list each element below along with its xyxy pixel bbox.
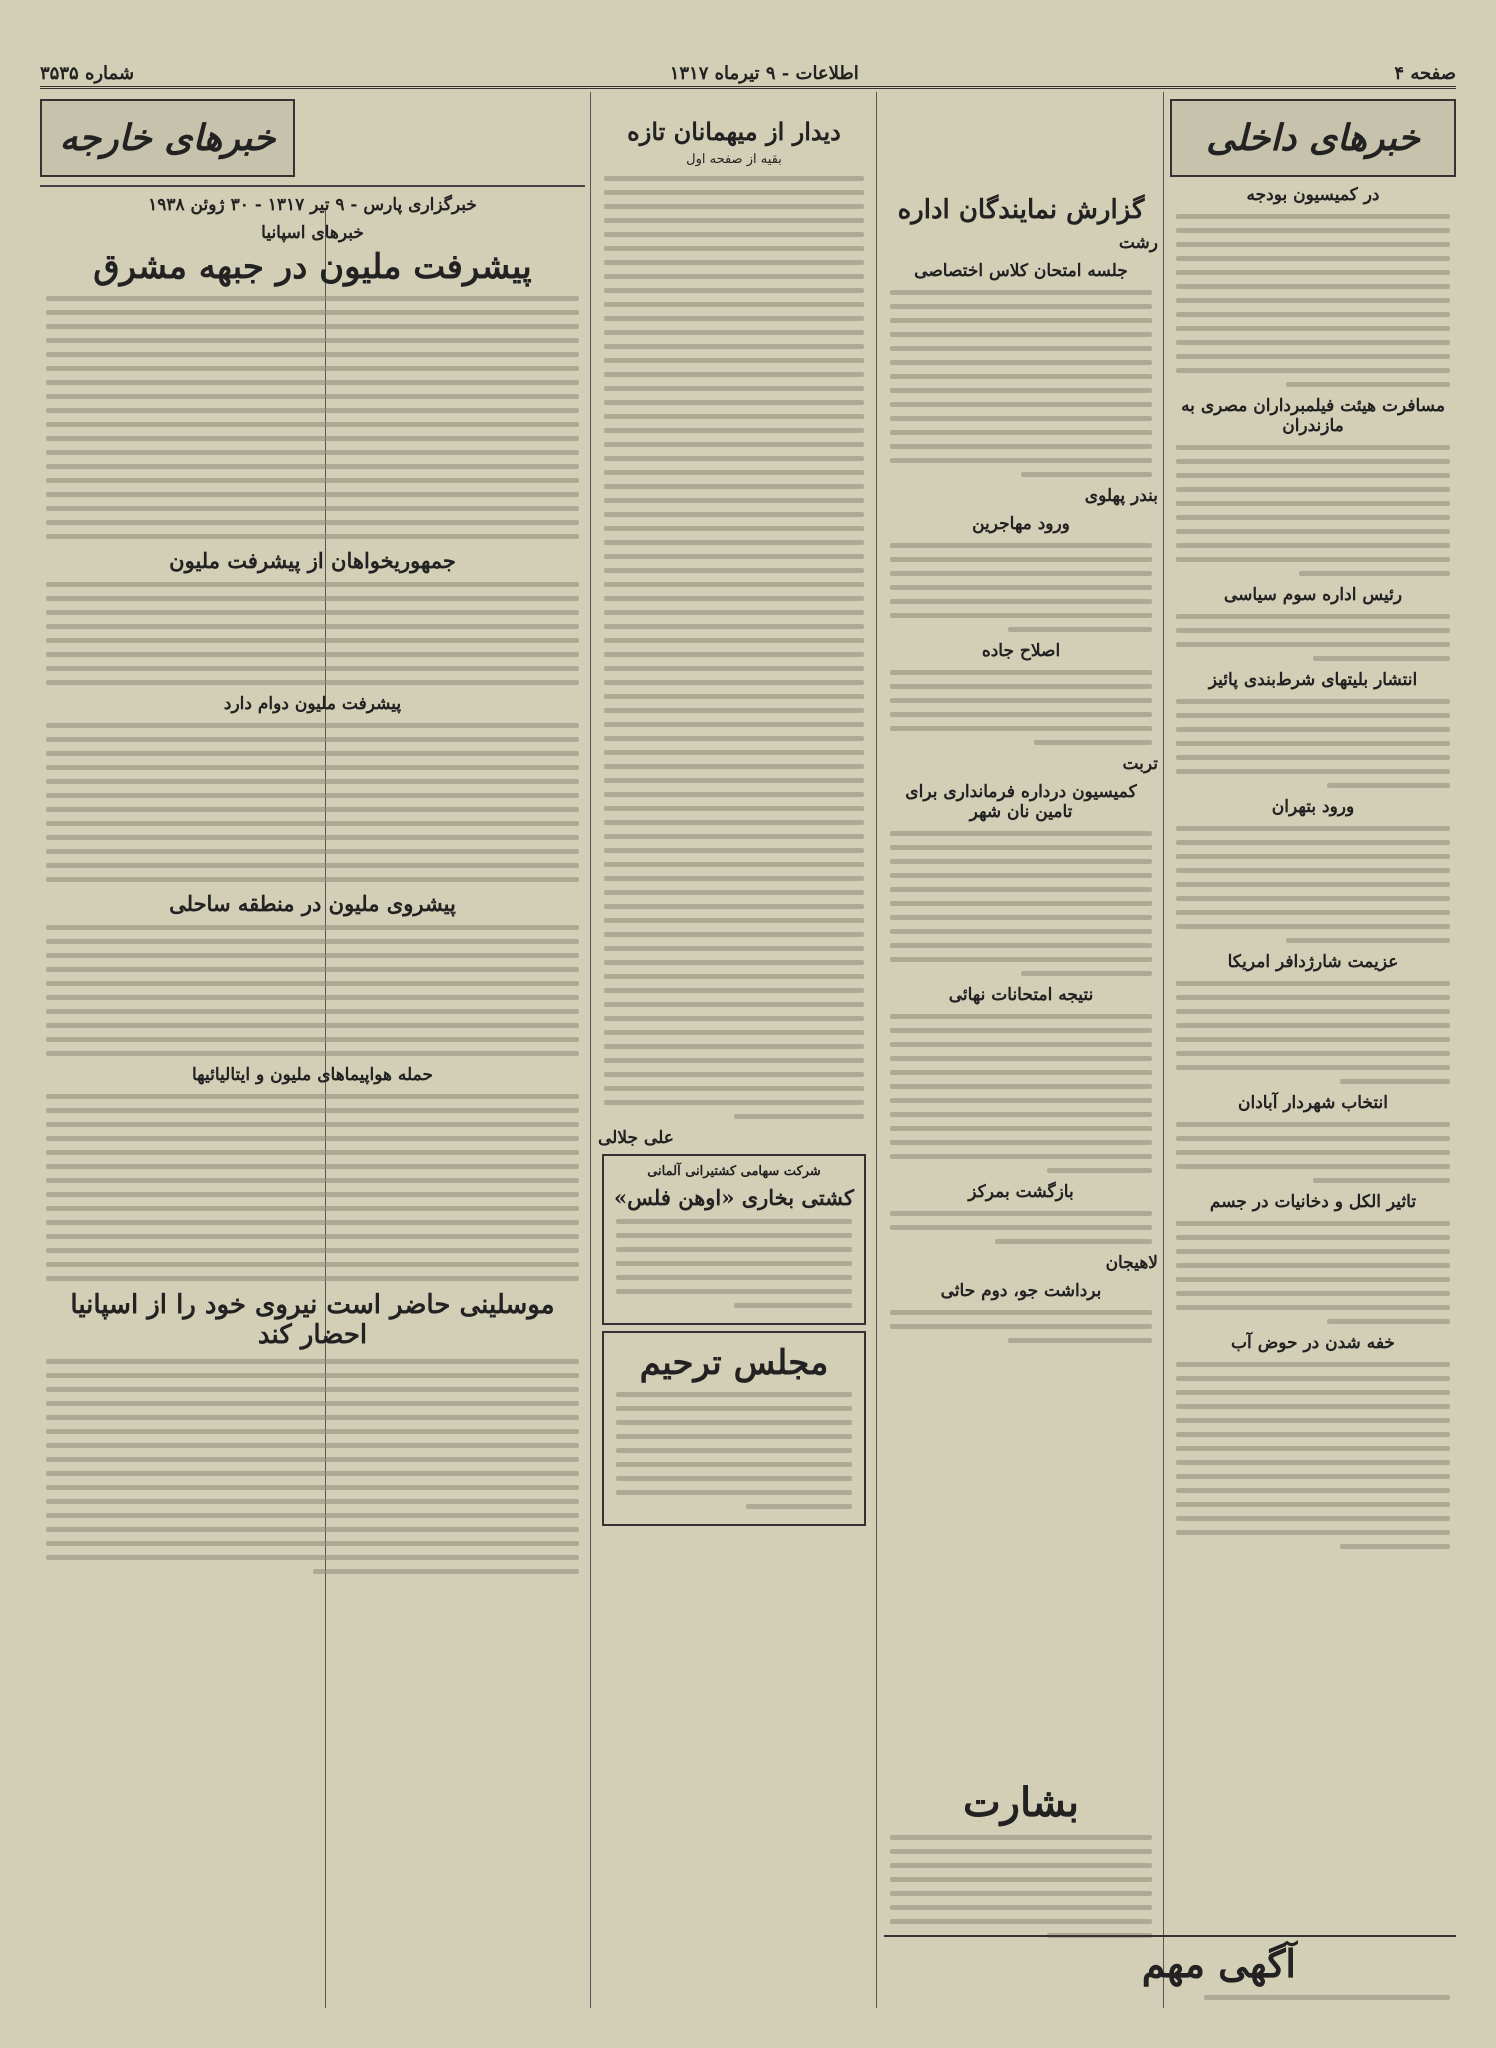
- rasht-label: رشت: [1118, 233, 1158, 253]
- domestic-banner: خبرهای داخلی: [1170, 99, 1456, 177]
- torbat-label: تربت: [1122, 754, 1158, 774]
- lottery-heading: انتشار بلیتهای شرط‌بندی پائیز: [1208, 670, 1418, 690]
- pahlavi-label: بندر پهلوی: [1084, 486, 1158, 506]
- continued-note: بقیه از صفحه اول: [686, 152, 782, 167]
- guests-title: دیدار از میهمانان تازه: [627, 117, 841, 146]
- dateline: اطلاعات - ۹ تیرماه ۱۳۱۷: [669, 62, 859, 84]
- column-rule: [876, 92, 877, 2008]
- drown-heading: خفه شدن در حوض آب: [1231, 1333, 1395, 1353]
- immigrants-heading: ورود مهاجرین: [972, 514, 1070, 534]
- glad-tidings-box: [884, 1775, 1158, 1826]
- spain-label: خبرهای اسپانیا: [261, 223, 364, 243]
- ad-title: کشتی بخاری «اوهن فلس»: [614, 1185, 854, 1210]
- foreign-banner: خبرهای خارجه: [40, 99, 295, 177]
- reps-column: [884, 95, 1158, 1808]
- domestic-column: [1170, 95, 1456, 2018]
- column-rule: [590, 92, 591, 2008]
- arrival-heading: ورود بتهران: [1271, 797, 1355, 817]
- results-heading: نتیجه امتحانات نهائی: [948, 985, 1094, 1005]
- harvest-heading: برداشت جو، دوم حاثی: [940, 1281, 1102, 1301]
- shipping-ad: [602, 1154, 866, 1325]
- lahijan-label: لاهیجان: [1105, 1253, 1158, 1273]
- important-ad: [884, 1935, 1456, 2028]
- admin-heading: رئیس اداره سوم سیاسی: [1223, 585, 1403, 605]
- glad-tidings-title: بشارت: [963, 1779, 1079, 1826]
- memorial-title: مجلس ترحیم: [639, 1343, 829, 1383]
- commission-heading: کمیسیون درداره فرمانداری برای تامین نان شهر: [905, 782, 1137, 822]
- air-raids-heading: حمله هواپیماهای ملیون و ایتالیائیها: [191, 1065, 433, 1085]
- reps-title: گزارش نمایندگان اداره: [897, 195, 1145, 225]
- alcohol-heading: تاثیر الکل و دخانیات در جسم: [1209, 1192, 1417, 1212]
- ad-company: شرکت سهامی کشتیرانی آلمانی: [647, 1164, 821, 1179]
- agency-line: خبرگزاری پارس - ۹ تیر ۱۳۱۷ - ۳۰ ژوئن ۱۹۳۸: [148, 195, 477, 215]
- foreign-column: [40, 95, 585, 2018]
- film-heading: مسافرت هیئت فیلمبرداران مصری به مازندران: [1181, 396, 1445, 436]
- coastal-heading: پیشروی ملیون در منطقه ساحلی: [169, 891, 456, 916]
- mussolini-headline: موسلینی حاضر است نیروی خود را از اسپانیا احضار کند: [70, 1290, 555, 1350]
- issue-label: شماره ۳۵۳۵: [40, 62, 135, 84]
- page-label: صفحه ۴: [1394, 62, 1456, 84]
- return-heading: بازگشت بمرکز: [968, 1182, 1074, 1202]
- republicans-heading: جمهوریخواهان از پیشرفت ملیون: [169, 548, 456, 573]
- guests-column: [598, 95, 870, 2018]
- memorial-notice: [602, 1331, 866, 1526]
- page-header: [40, 60, 1456, 89]
- consul-heading: عزیمت شارژدافر امریکا: [1227, 952, 1399, 972]
- column-rule: [1163, 92, 1164, 2008]
- main-headline: پیشرفت ملیون در جبهه مشرق: [93, 247, 532, 287]
- mayor-heading: انتخاب شهردار آبادان: [1238, 1093, 1388, 1113]
- road-heading: اصلاح جاده: [981, 641, 1061, 661]
- exam-heading: جلسه امتحان کلاس اختصاصی: [914, 261, 1128, 281]
- byline: علی جلالی: [598, 1128, 674, 1148]
- budget-heading: در کمیسیون بودجه: [1246, 185, 1380, 205]
- important-ad-title: آگهی مهم: [1141, 1941, 1296, 1986]
- continued-advance-heading: پیشرفت ملیون دوام دارد: [223, 694, 402, 714]
